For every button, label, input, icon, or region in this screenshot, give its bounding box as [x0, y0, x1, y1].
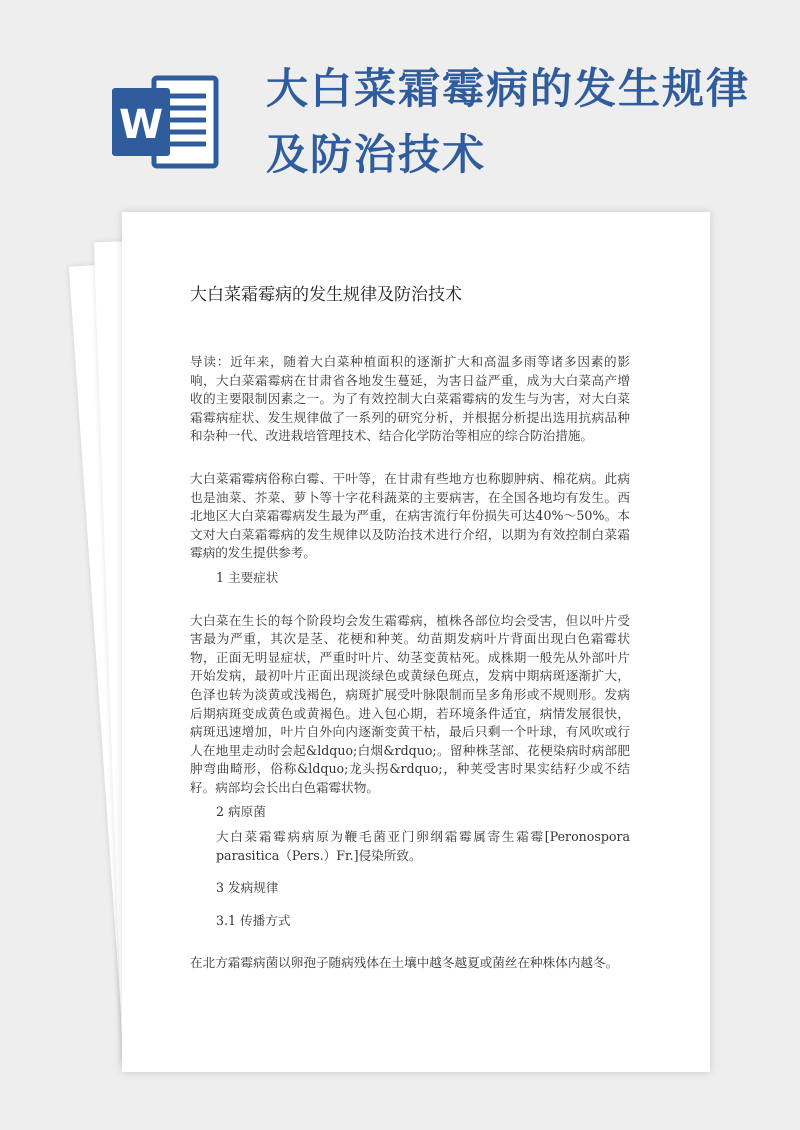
section-heading-pattern: 3 发病规律	[216, 880, 279, 896]
section-heading-pathogen: 2 病原菌	[216, 804, 266, 820]
pathogen-paragraph: 大白菜霜霉病病原为鞭毛菌亚门卵纲霜霉属寄生霜霉[Peronospora parasitica（Pers.）Fr.]侵染所致。	[216, 829, 630, 863]
overview-paragraph: 大白菜霜霉病俗称白霉、干叶等，在甘肃有些地方也称脚肿病、棉花病。此病也是油菜、芥菜、萝卜等十字花科蔬菜的主要病害，在全国各地均有发生。西北地区大白菜霜霉病发生最为严重，在病害流行年份损失可达40%～50%。本文对大白菜霜霉病的发生规律以及防治技术进行介绍，以期为有效控制白菜霜霉病的发生提供参考。	[190, 470, 630, 561]
symptoms-paragraph: 大白菜在生长的每个阶段均会发生霜霉病，植株各部位均会受害，但以叶片受害最为严重，其次是茎、花梗和种荚。幼苗期发病叶片背面出现白色霜霉状物，正面无明显症状，严重时叶片、幼茎变黄枯死。成株期一般先从外部叶片开始发病，最初叶片正面出现淡绿色或黄绿色斑点，发病中期病斑逐渐扩大，色泽也转为淡黄或浅褐色，病斑扩展受叶脉限制而呈多角形或不规则形。发病后期病斑变成黄色或黄褐色。进入包心期，若环境条件适宜，病情发展很快，病斑迅速增加，叶片自外向内逐渐变黄干枯，最后只剩一个叶球，有风吹或行人在地里走动时会起&ldquo;白烟&rdquo;。留种株茎部、花梗染病时病部肥肿弯曲畸形，俗称&ldquo;龙头拐&rdquo;，种荚受害时果实结籽少或不结籽。病部均会长出白色霜霉状物。	[190, 612, 630, 795]
banner-title: 大白菜霜霉病的发生规律及防治技术	[266, 64, 751, 179]
word-document-icon	[108, 72, 220, 172]
document-body	[190, 280, 630, 973]
word-icon-letter: W	[118, 102, 164, 148]
section-heading-symptoms: 1 主要症状	[216, 569, 279, 585]
intro-paragraph: 导读：近年来，随着大白菜种植面积的逐渐扩大和高温多雨等诸多因素的影响，大白菜霜霉病在甘肃省各地发生蔓延，为害日益严重，成为大白菜高产增收的主要限制因素之一。为了有效控制大白菜霜霉病的发生与为害，对大白菜霜霉病症状、发生规律做了一系列的研究分析，并根据分析提出选用抗病品种和杂种一代、改进栽培管理技术、结合化学防治等相应的综合防治措施。	[190, 354, 630, 444]
subsection-heading-spread: 3.1 传播方式	[216, 912, 291, 928]
top-banner	[0, 0, 800, 200]
spread-paragraph: 在北方霜霉病菌以卵孢子随病残体在土壤中越冬越夏或菌丝在种株体内越冬。	[190, 955, 619, 971]
document-title: 大白菜霜霉病的发生规律及防治技术	[190, 285, 462, 305]
